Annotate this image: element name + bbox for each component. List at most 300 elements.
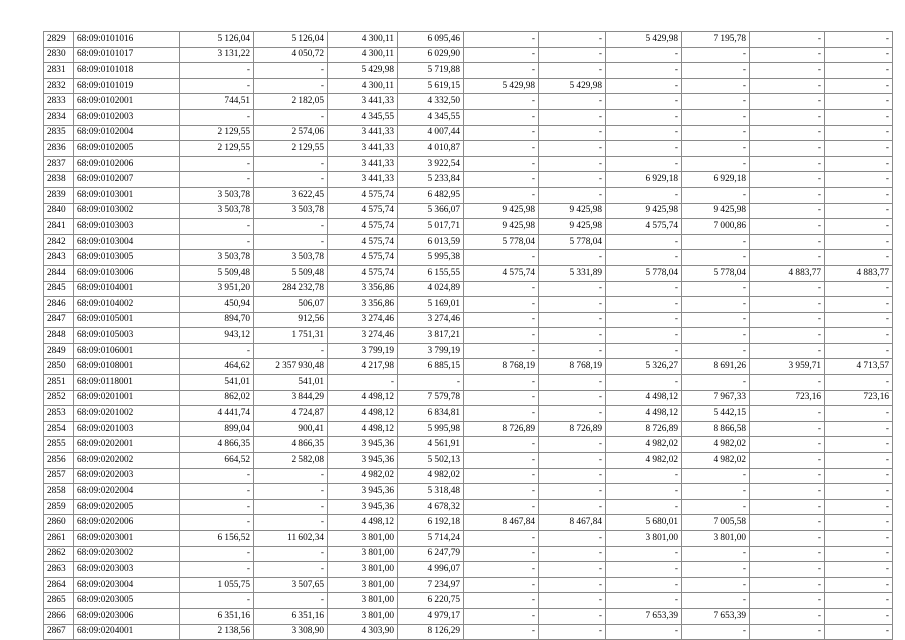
value-cell: - — [539, 375, 606, 391]
table-row — [44, 437, 893, 453]
cadastral-number-cell: 68:09:0101017 — [74, 47, 180, 63]
value-cell: - — [682, 468, 750, 484]
value-cell: 5 995,38 — [398, 250, 464, 266]
value-cell: - — [254, 172, 328, 188]
value-cell: 7 005,58 — [682, 515, 750, 531]
table-row — [44, 234, 893, 250]
value-cell: - — [750, 577, 825, 593]
value-cell: - — [825, 437, 893, 453]
value-cell: 4 866,35 — [180, 437, 254, 453]
value-cell: - — [750, 562, 825, 578]
value-cell: - — [464, 32, 539, 48]
value-cell: 6 013,59 — [398, 234, 464, 250]
value-cell: 3 799,19 — [398, 343, 464, 359]
value-cell: - — [539, 32, 606, 48]
table-row — [44, 328, 893, 344]
value-cell: - — [464, 390, 539, 406]
value-cell: - — [825, 515, 893, 531]
value-cell: 4 300,11 — [328, 78, 398, 94]
table-row — [44, 624, 893, 640]
value-cell: - — [180, 172, 254, 188]
value-cell: - — [464, 63, 539, 79]
value-cell: - — [464, 141, 539, 157]
value-cell: - — [825, 63, 893, 79]
cadastral-number-cell: 68:09:0202005 — [74, 499, 180, 515]
value-cell: 6 247,79 — [398, 546, 464, 562]
value-cell: 9 425,98 — [682, 203, 750, 219]
value-cell: - — [254, 468, 328, 484]
cadastral-number-cell: 68:09:0102004 — [74, 125, 180, 141]
table-row — [44, 47, 893, 63]
value-cell: 4 217,98 — [328, 359, 398, 375]
value-cell: 3 844,29 — [254, 390, 328, 406]
table-row — [44, 125, 893, 141]
value-cell: 744,51 — [180, 94, 254, 110]
value-cell: - — [682, 593, 750, 609]
value-cell: - — [682, 281, 750, 297]
value-cell: - — [464, 562, 539, 578]
row-number-cell: 2864 — [44, 577, 74, 593]
value-cell: 3 817,21 — [398, 328, 464, 344]
value-cell: - — [682, 125, 750, 141]
value-cell: - — [606, 562, 682, 578]
table-row — [44, 484, 893, 500]
value-cell: 506,07 — [254, 297, 328, 313]
value-cell: - — [254, 78, 328, 94]
cadastral-number-cell: 68:09:0102006 — [74, 156, 180, 172]
value-cell: 4 300,11 — [328, 32, 398, 48]
value-cell: 4 575,74 — [328, 187, 398, 203]
value-cell: - — [682, 375, 750, 391]
value-cell: - — [606, 281, 682, 297]
value-cell: 7 653,39 — [606, 608, 682, 624]
value-cell: 7 000,86 — [682, 219, 750, 235]
value-cell: - — [825, 312, 893, 328]
value-cell: - — [825, 297, 893, 313]
value-cell: - — [606, 468, 682, 484]
value-cell: 3 945,36 — [328, 484, 398, 500]
table-row — [44, 343, 893, 359]
table-row — [44, 203, 893, 219]
value-cell: - — [254, 234, 328, 250]
value-cell: 6 482,95 — [398, 187, 464, 203]
value-cell: - — [750, 47, 825, 63]
value-cell: 7 195,78 — [682, 32, 750, 48]
value-cell: 2 357 930,48 — [254, 359, 328, 375]
value-cell: - — [539, 328, 606, 344]
value-cell: - — [606, 546, 682, 562]
value-cell: 3 503,78 — [180, 203, 254, 219]
value-cell: 3 503,78 — [180, 250, 254, 266]
table-row — [44, 499, 893, 515]
value-cell: 4 996,07 — [398, 562, 464, 578]
value-cell: 5 442,15 — [682, 406, 750, 422]
cadastral-number-cell: 68:09:0103002 — [74, 203, 180, 219]
value-cell: - — [825, 499, 893, 515]
value-cell: - — [750, 63, 825, 79]
value-cell: - — [682, 312, 750, 328]
cadastral-number-cell: 68:09:0202002 — [74, 453, 180, 469]
value-cell: - — [750, 109, 825, 125]
value-cell: - — [464, 312, 539, 328]
value-cell: - — [464, 406, 539, 422]
cadastral-number-cell: 68:09:0203004 — [74, 577, 180, 593]
value-cell: - — [606, 624, 682, 640]
table-row — [44, 359, 893, 375]
row-number-cell: 2866 — [44, 608, 74, 624]
value-cell: 723,16 — [825, 390, 893, 406]
value-cell: 4 982,02 — [682, 437, 750, 453]
value-cell: - — [539, 156, 606, 172]
value-cell: - — [539, 172, 606, 188]
value-cell: 3 356,86 — [328, 297, 398, 313]
value-cell: 11 602,34 — [254, 531, 328, 547]
table-row — [44, 63, 893, 79]
value-cell: - — [682, 297, 750, 313]
value-cell: - — [825, 453, 893, 469]
value-cell: 2 582,08 — [254, 453, 328, 469]
value-cell: 8 726,89 — [464, 421, 539, 437]
value-cell: 3 801,00 — [328, 531, 398, 547]
value-cell: 3 799,19 — [328, 343, 398, 359]
value-cell: 5 126,04 — [180, 32, 254, 48]
value-cell: - — [606, 297, 682, 313]
value-cell: 4 866,35 — [254, 437, 328, 453]
table-row — [44, 608, 893, 624]
value-cell: 541,01 — [254, 375, 328, 391]
value-cell: 4 498,12 — [606, 406, 682, 422]
value-cell: - — [464, 328, 539, 344]
value-cell: 4 575,74 — [328, 203, 398, 219]
value-cell: - — [606, 187, 682, 203]
value-cell: 3 441,33 — [328, 94, 398, 110]
value-cell: 464,62 — [180, 359, 254, 375]
row-number-cell: 2848 — [44, 328, 74, 344]
value-cell: - — [464, 593, 539, 609]
value-cell: - — [606, 141, 682, 157]
table-row — [44, 156, 893, 172]
row-number-cell: 2837 — [44, 156, 74, 172]
cadastral-number-cell: 68:09:0202001 — [74, 437, 180, 453]
value-cell: 3 801,00 — [606, 531, 682, 547]
value-cell: - — [750, 281, 825, 297]
cadastral-number-cell: 68:09:0202006 — [74, 515, 180, 531]
value-cell: - — [539, 94, 606, 110]
row-number-cell: 2841 — [44, 219, 74, 235]
value-cell: - — [825, 32, 893, 48]
value-cell: - — [606, 109, 682, 125]
table-row — [44, 109, 893, 125]
value-cell: - — [750, 219, 825, 235]
value-cell: 7 234,97 — [398, 577, 464, 593]
value-cell: - — [750, 125, 825, 141]
value-cell: - — [398, 375, 464, 391]
value-cell: - — [180, 156, 254, 172]
value-cell: - — [750, 593, 825, 609]
value-cell: 8 126,29 — [398, 624, 464, 640]
value-cell: - — [180, 499, 254, 515]
value-cell: 5 778,04 — [606, 265, 682, 281]
row-number-cell: 2853 — [44, 406, 74, 422]
value-cell: - — [180, 78, 254, 94]
value-cell: 4 982,02 — [398, 468, 464, 484]
value-cell: - — [464, 608, 539, 624]
row-number-cell: 2863 — [44, 562, 74, 578]
value-cell: 541,01 — [180, 375, 254, 391]
table-row — [44, 250, 893, 266]
value-cell: 4 678,32 — [398, 499, 464, 515]
value-cell: 4 010,87 — [398, 141, 464, 157]
value-cell: - — [539, 624, 606, 640]
value-cell: - — [464, 297, 539, 313]
value-cell: 3 274,46 — [328, 328, 398, 344]
value-cell: - — [464, 531, 539, 547]
value-cell: - — [750, 156, 825, 172]
value-cell: 5 719,88 — [398, 63, 464, 79]
value-cell: 5 429,98 — [539, 78, 606, 94]
value-cell: - — [750, 546, 825, 562]
value-cell: 4 024,89 — [398, 281, 464, 297]
row-number-cell: 2844 — [44, 265, 74, 281]
value-cell: 284 232,78 — [254, 281, 328, 297]
value-cell: 5 126,04 — [254, 32, 328, 48]
value-cell: 5 233,84 — [398, 172, 464, 188]
value-cell: - — [180, 562, 254, 578]
value-cell: 899,04 — [180, 421, 254, 437]
row-number-cell: 2856 — [44, 453, 74, 469]
value-cell: 4 575,74 — [328, 234, 398, 250]
value-cell: - — [825, 484, 893, 500]
table-row — [44, 32, 893, 48]
table-row — [44, 187, 893, 203]
value-cell: - — [606, 499, 682, 515]
value-cell: - — [825, 531, 893, 547]
cadastral-number-cell: 68:09:0103005 — [74, 250, 180, 266]
cadastral-number-cell: 68:09:0105003 — [74, 328, 180, 344]
value-cell: - — [539, 437, 606, 453]
value-cell: - — [606, 156, 682, 172]
value-cell: 3 945,36 — [328, 499, 398, 515]
value-cell: - — [180, 109, 254, 125]
row-number-cell: 2849 — [44, 343, 74, 359]
value-cell: 6 834,81 — [398, 406, 464, 422]
value-cell: - — [606, 250, 682, 266]
cadastral-number-cell: 68:09:0101016 — [74, 32, 180, 48]
value-cell: - — [825, 421, 893, 437]
value-cell: - — [750, 187, 825, 203]
row-number-cell: 2834 — [44, 109, 74, 125]
value-cell: 3 801,00 — [328, 577, 398, 593]
value-cell: - — [180, 343, 254, 359]
value-cell: - — [682, 109, 750, 125]
value-cell: 3 801,00 — [328, 593, 398, 609]
table-row — [44, 577, 893, 593]
value-cell: 4 575,74 — [328, 265, 398, 281]
cadastral-number-cell: 68:09:0204001 — [74, 624, 180, 640]
value-cell: - — [464, 94, 539, 110]
value-cell: - — [825, 281, 893, 297]
value-cell: - — [180, 515, 254, 531]
value-cell: 2 129,55 — [180, 125, 254, 141]
cadastral-number-cell: 68:09:0102007 — [74, 172, 180, 188]
value-cell: - — [825, 593, 893, 609]
row-number-cell: 2851 — [44, 375, 74, 391]
value-cell: 8 726,89 — [606, 421, 682, 437]
value-cell: 3 441,33 — [328, 156, 398, 172]
value-cell: 5 778,04 — [682, 265, 750, 281]
value-cell: 664,52 — [180, 453, 254, 469]
cadastral-number-cell: 68:09:0102001 — [74, 94, 180, 110]
value-cell: - — [825, 546, 893, 562]
value-cell: - — [750, 421, 825, 437]
cadastral-number-cell: 68:09:0202003 — [74, 468, 180, 484]
value-cell: 1 751,31 — [254, 328, 328, 344]
value-cell: - — [825, 343, 893, 359]
value-cell: - — [825, 172, 893, 188]
value-cell: - — [539, 63, 606, 79]
row-number-cell: 2858 — [44, 484, 74, 500]
value-cell: 5 680,01 — [606, 515, 682, 531]
table-row — [44, 468, 893, 484]
value-cell: - — [539, 468, 606, 484]
value-cell: - — [464, 375, 539, 391]
value-cell: 1 055,75 — [180, 577, 254, 593]
value-cell: - — [180, 234, 254, 250]
value-cell: 5 509,48 — [254, 265, 328, 281]
cadastral-number-cell: 68:09:0102003 — [74, 109, 180, 125]
value-cell: 3 441,33 — [328, 125, 398, 141]
cadastral-number-cell: 68:09:0103003 — [74, 219, 180, 235]
value-cell: - — [254, 63, 328, 79]
value-cell: 943,12 — [180, 328, 254, 344]
value-cell: - — [825, 468, 893, 484]
value-cell: 3 922,54 — [398, 156, 464, 172]
value-cell: - — [682, 78, 750, 94]
value-cell: 3 959,71 — [750, 359, 825, 375]
value-cell: - — [682, 187, 750, 203]
value-cell: - — [682, 47, 750, 63]
row-number-cell: 2865 — [44, 593, 74, 609]
value-cell: - — [825, 375, 893, 391]
value-cell: - — [464, 109, 539, 125]
row-number-cell: 2829 — [44, 32, 74, 48]
table-row — [44, 265, 893, 281]
value-cell: - — [539, 343, 606, 359]
value-cell: - — [539, 484, 606, 500]
value-cell: - — [539, 250, 606, 266]
cadastral-number-cell: 68:09:0203002 — [74, 546, 180, 562]
value-cell: 4 982,02 — [606, 437, 682, 453]
value-cell: - — [464, 499, 539, 515]
value-cell: 2 129,55 — [180, 141, 254, 157]
value-cell: - — [825, 94, 893, 110]
cadastral-number-cell: 68:09:0203006 — [74, 608, 180, 624]
value-cell: 6 192,18 — [398, 515, 464, 531]
value-cell: - — [825, 156, 893, 172]
value-cell: - — [825, 250, 893, 266]
row-number-cell: 2867 — [44, 624, 74, 640]
cadastral-number-cell: 68:09:0104002 — [74, 297, 180, 313]
value-cell: 3 441,33 — [328, 172, 398, 188]
value-cell: - — [750, 297, 825, 313]
value-cell: - — [682, 250, 750, 266]
value-cell: 4 982,02 — [606, 453, 682, 469]
value-cell: - — [606, 593, 682, 609]
row-number-cell: 2838 — [44, 172, 74, 188]
value-cell: 8 467,84 — [464, 515, 539, 531]
value-cell: 4 498,12 — [328, 406, 398, 422]
value-cell: - — [750, 312, 825, 328]
value-cell: 5 331,89 — [539, 265, 606, 281]
value-cell: - — [539, 141, 606, 157]
value-cell: 5 429,98 — [464, 78, 539, 94]
value-cell: - — [750, 94, 825, 110]
value-cell: 3 274,46 — [398, 312, 464, 328]
value-cell: - — [539, 499, 606, 515]
value-cell: 9 425,98 — [539, 219, 606, 235]
value-cell: - — [825, 562, 893, 578]
value-cell: 5 366,07 — [398, 203, 464, 219]
value-cell: - — [750, 203, 825, 219]
value-cell: - — [682, 499, 750, 515]
value-cell: - — [825, 624, 893, 640]
value-cell: 8 467,84 — [539, 515, 606, 531]
value-cell: - — [539, 390, 606, 406]
value-cell: - — [825, 125, 893, 141]
value-cell: 3 308,90 — [254, 624, 328, 640]
value-cell: - — [539, 281, 606, 297]
value-cell: 8 768,19 — [464, 359, 539, 375]
row-number-cell: 2852 — [44, 390, 74, 406]
cadastral-number-cell: 68:09:0202004 — [74, 484, 180, 500]
value-cell: - — [825, 187, 893, 203]
row-number-cell: 2862 — [44, 546, 74, 562]
table-row — [44, 141, 893, 157]
cadastral-number-cell: 68:09:0103006 — [74, 265, 180, 281]
value-cell: 3 503,78 — [254, 250, 328, 266]
value-cell: - — [750, 608, 825, 624]
value-cell: 6 351,16 — [254, 608, 328, 624]
value-cell: 4 713,57 — [825, 359, 893, 375]
value-cell: - — [750, 515, 825, 531]
value-cell: 2 182,05 — [254, 94, 328, 110]
value-cell: - — [539, 608, 606, 624]
value-cell: - — [750, 453, 825, 469]
value-cell: - — [606, 63, 682, 79]
value-cell: - — [606, 47, 682, 63]
value-cell: 4 498,12 — [328, 421, 398, 437]
value-cell: 4 303,90 — [328, 624, 398, 640]
value-cell: - — [254, 109, 328, 125]
value-cell: 6 929,18 — [682, 172, 750, 188]
row-number-cell: 2836 — [44, 141, 74, 157]
row-number-cell: 2846 — [44, 297, 74, 313]
table-row — [44, 219, 893, 235]
table-row — [44, 531, 893, 547]
row-number-cell: 2847 — [44, 312, 74, 328]
value-cell: - — [180, 63, 254, 79]
value-cell: - — [180, 219, 254, 235]
value-cell: 4 979,17 — [398, 608, 464, 624]
table-row — [44, 421, 893, 437]
value-cell: - — [464, 125, 539, 141]
value-cell: 5 017,71 — [398, 219, 464, 235]
value-cell: 9 425,98 — [606, 203, 682, 219]
value-cell: - — [464, 453, 539, 469]
table-row — [44, 453, 893, 469]
row-number-cell: 2830 — [44, 47, 74, 63]
value-cell: - — [254, 484, 328, 500]
